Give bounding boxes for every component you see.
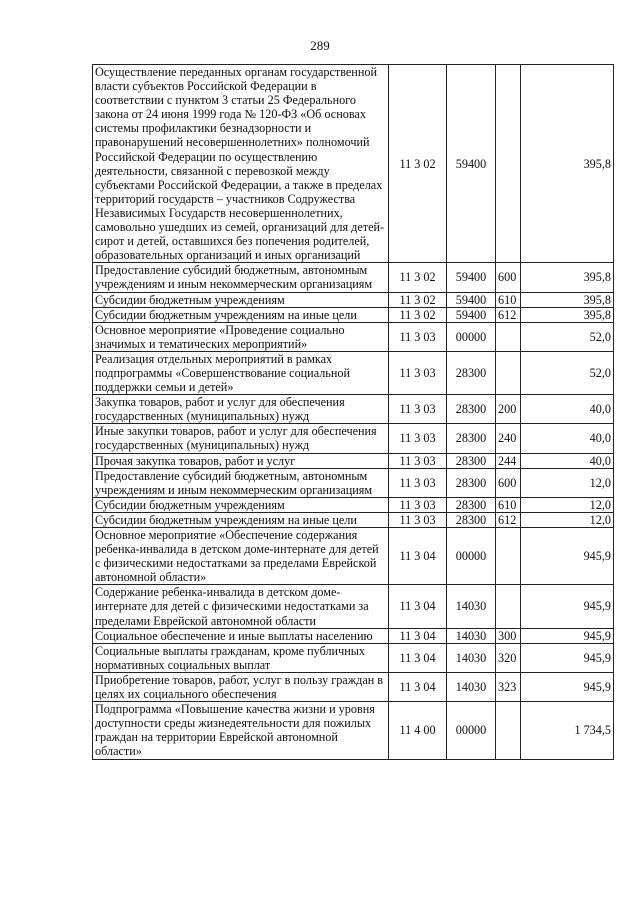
amount-cell: 12,0 [521, 497, 614, 512]
target-article-cell: 14030 [447, 628, 496, 643]
expense-name-cell: Подпрограмма «Повышение качества жизни и уровня доступности среды жизнедеятельности для пожилых граждан на территории Еврейской автономной области» [93, 702, 389, 759]
table-row [93, 497, 614, 512]
page-number: 289 [310, 38, 330, 53]
table-row [93, 424, 614, 453]
amount-cell: 395,8 [521, 307, 614, 322]
target-article-cell: 14030 [447, 585, 496, 628]
budget-table [92, 64, 614, 760]
table-row [93, 395, 614, 424]
table-row [93, 263, 614, 292]
table-row [93, 351, 614, 394]
expense-name-cell: Субсидии бюджетным учреждениям на иные цели [93, 307, 389, 322]
program-code-cell: 11 4 00 [389, 702, 447, 759]
expense-type-cell [496, 322, 521, 351]
table-row [93, 468, 614, 497]
expense-name-cell: Закупка товаров, работ и услуг для обеспечения государственных (муниципальных) нужд [93, 395, 389, 424]
target-article-cell: 59400 [447, 263, 496, 292]
target-article-cell: 59400 [447, 292, 496, 307]
amount-cell: 945,9 [521, 643, 614, 672]
amount-cell: 395,8 [521, 65, 614, 263]
program-code-cell: 11 3 04 [389, 585, 447, 628]
expense-name-cell: Содержание ребенка-инвалида в детском доме-интернате для детей с физическими недостатками за пределами Еврейской автономной области [93, 585, 389, 628]
expense-type-cell: 612 [496, 307, 521, 322]
expense-type-cell: 200 [496, 395, 521, 424]
expense-name-cell: Социальное обеспечение и иные выплаты населению [93, 628, 389, 643]
target-article-cell: 59400 [447, 307, 496, 322]
expense-name-cell: Осуществление переданных органам государственной власти субъектов Российской Федерации в соответствии с пунктом 3 статьи 25 Федерального закона от 24 июня 1999 года № 120-ФЗ «Об основах системы профилактики безнадзорности и правонарушений несовершеннолетних» полномочий Российской Федерации по осуществлению деятельности, связанной с перевозкой между субъектами Российской Федерации, а также в пределах территорий государств – участников Содружества Независимых Государств несовершеннолетних, самовольно ушедших из семей, организаций для детей-сирот и детей, оставшихся без попечения родителей, образовательных организаций и иных организаций [93, 65, 389, 263]
expense-type-cell: 610 [496, 497, 521, 512]
target-article-cell: 28300 [447, 453, 496, 468]
amount-cell: 945,9 [521, 672, 614, 701]
expense-type-cell [496, 65, 521, 263]
target-article-cell: 14030 [447, 672, 496, 701]
amount-cell: 1 734,5 [521, 702, 614, 759]
program-code-cell: 11 3 03 [389, 322, 447, 351]
program-code-cell: 11 3 02 [389, 292, 447, 307]
target-article-cell: 28300 [447, 395, 496, 424]
amount-cell: 40,0 [521, 453, 614, 468]
target-article-cell: 28300 [447, 468, 496, 497]
amount-cell: 395,8 [521, 292, 614, 307]
amount-cell: 945,9 [521, 628, 614, 643]
program-code-cell: 11 3 04 [389, 528, 447, 585]
amount-cell: 40,0 [521, 395, 614, 424]
program-code-cell: 11 3 04 [389, 643, 447, 672]
expense-type-cell: 600 [496, 263, 521, 292]
target-article-cell: 28300 [447, 512, 496, 527]
program-code-cell: 11 3 03 [389, 351, 447, 394]
amount-cell: 52,0 [521, 322, 614, 351]
target-article-cell: 28300 [447, 424, 496, 453]
expense-type-cell: 320 [496, 643, 521, 672]
expense-type-cell: 323 [496, 672, 521, 701]
amount-cell: 395,8 [521, 263, 614, 292]
expense-type-cell [496, 351, 521, 394]
target-article-cell: 59400 [447, 65, 496, 263]
expense-type-cell [496, 702, 521, 759]
target-article-cell: 00000 [447, 322, 496, 351]
expense-type-cell: 300 [496, 628, 521, 643]
table-row [93, 643, 614, 672]
table-row [93, 628, 614, 643]
target-article-cell: 00000 [447, 702, 496, 759]
expense-name-cell: Основное мероприятие «Проведение социально значимых и тематических мероприятий» [93, 322, 389, 351]
table-row [93, 672, 614, 701]
budget-table-body [93, 65, 614, 760]
target-article-cell: 28300 [447, 497, 496, 512]
expense-name-cell: Реализация отдельных мероприятий в рамках подпрограммы «Совершенствование социальной поддержки семьи и детей» [93, 351, 389, 394]
program-code-cell: 11 3 03 [389, 468, 447, 497]
expense-name-cell: Субсидии бюджетным учреждениям [93, 292, 389, 307]
expense-name-cell: Прочая закупка товаров, работ и услуг [93, 453, 389, 468]
expense-name-cell: Субсидии бюджетным учреждениям на иные цели [93, 512, 389, 527]
expense-type-cell: 600 [496, 468, 521, 497]
amount-cell: 40,0 [521, 424, 614, 453]
table-row [93, 322, 614, 351]
expense-type-cell: 244 [496, 453, 521, 468]
expense-name-cell: Предоставление субсидий бюджетным, автономным учреждениям и иным некоммерческим организациям [93, 468, 389, 497]
expense-type-cell [496, 528, 521, 585]
program-code-cell: 11 3 03 [389, 512, 447, 527]
program-code-cell: 11 3 03 [389, 424, 447, 453]
program-code-cell: 11 3 04 [389, 628, 447, 643]
table-row [93, 292, 614, 307]
table-row [93, 65, 614, 263]
target-article-cell: 00000 [447, 528, 496, 585]
table-row [93, 453, 614, 468]
expense-name-cell: Основное мероприятие «Обеспечение содержания ребенка-инвалида в детском доме-интернате для детей с физическими недостатками за пределами Еврейской автономной области» [93, 528, 389, 585]
program-code-cell: 11 3 02 [389, 307, 447, 322]
table-row [93, 702, 614, 759]
program-code-cell: 11 3 03 [389, 395, 447, 424]
target-article-cell: 28300 [447, 351, 496, 394]
amount-cell: 945,9 [521, 528, 614, 585]
amount-cell: 52,0 [521, 351, 614, 394]
table-row [93, 585, 614, 628]
program-code-cell: 11 3 04 [389, 672, 447, 701]
program-code-cell: 11 3 03 [389, 453, 447, 468]
expense-type-cell: 610 [496, 292, 521, 307]
expense-name-cell: Предоставление субсидий бюджетным, автономным учреждениям и иным некоммерческим организациям [93, 263, 389, 292]
expense-type-cell: 612 [496, 512, 521, 527]
table-row [93, 307, 614, 322]
program-code-cell: 11 3 03 [389, 497, 447, 512]
table-row [93, 512, 614, 527]
amount-cell: 12,0 [521, 512, 614, 527]
expense-name-cell: Приобретение товаров, работ, услуг в пользу граждан в целях их социального обеспечения [93, 672, 389, 701]
table-row [93, 528, 614, 585]
program-code-cell: 11 3 02 [389, 263, 447, 292]
expense-name-cell: Социальные выплаты гражданам, кроме публичных нормативных социальных выплат [93, 643, 389, 672]
program-code-cell: 11 3 02 [389, 65, 447, 263]
expense-name-cell: Иные закупки товаров, работ и услуг для обеспечения государственных (муниципальных) нужд [93, 424, 389, 453]
expense-type-cell [496, 585, 521, 628]
expense-name-cell: Субсидии бюджетным учреждениям [93, 497, 389, 512]
target-article-cell: 14030 [447, 643, 496, 672]
amount-cell: 12,0 [521, 468, 614, 497]
expense-type-cell: 240 [496, 424, 521, 453]
amount-cell: 945,9 [521, 585, 614, 628]
